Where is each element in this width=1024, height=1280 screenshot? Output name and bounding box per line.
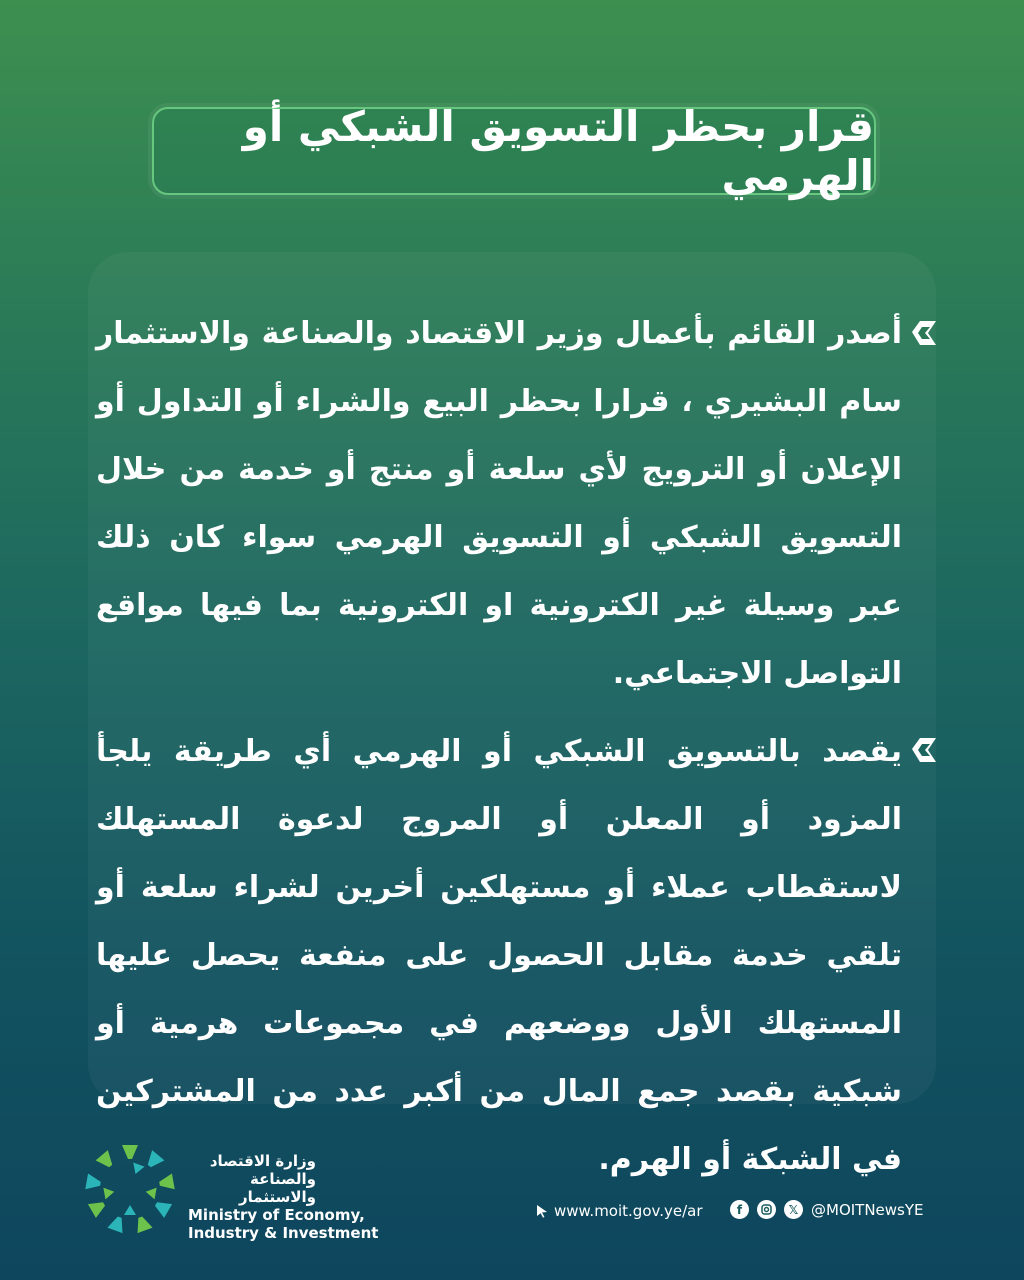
website-link[interactable] [536,1202,703,1220]
instagram-icon[interactable] [757,1200,776,1219]
ministry-name-ar-line2: والصناعة والاستثمار [239,1170,316,1206]
social-links [730,1200,924,1219]
cursor-pointer-icon [536,1204,548,1218]
ministry-name-en-line1: Ministry of Economy, [188,1206,365,1224]
facebook-icon[interactable]: f [730,1200,749,1219]
paragraph-definition: يقصد بالتسويق الشبكي أو الهرمي أي طريقة يلجأ المزود أو المعلن أو المروج لدعوة المستهلك لاستقطاب عملاء أو مستهلكين أخرين لشراء سلعة أو تلقي خدمة مقابل الحصول على منفعة يحصل عليها المستهلك الأول ووضعهم في مجموعات هرمية أو شبكية بقصد جمع المال من أكبر عدد من المشتركين في الشبكة أو الهرم. [96,734,902,1177]
x-icon[interactable]: 𝕏 [784,1200,803,1219]
ministry-name [188,1152,388,1242]
paragraph-decision: أصدر القائم بأعمال وزير الاقتصاد والصناعة والاستثمار سام البشيري ، قرارا بحظر البيع والشراء أو التداول أو الإعلان أو الترويج لأي سلعة أو منتج أو خدمة من خلال التسويق الشبكي أو التسويق الهرمي سواء كان ذلك عبر وسيلة غير الكترونية او الكترونية بما فيها مواقع التواصل الاجتماعي. [96,316,902,691]
ministry-name-en-line2: Industry & Investment [188,1224,379,1242]
title-box [152,102,876,200]
social-handle[interactable]: @MOITNewsYE [811,1200,924,1219]
ministry-name-ar-line1: وزارة الاقتصاد [209,1152,316,1170]
bullet-arrow-icon [908,318,938,348]
page-title: قرار بحظر التسويق الشبكي أو الهرمي [242,102,874,200]
ministry-logo-icon [84,1143,176,1235]
bullet-arrow-icon [908,735,938,765]
website-url[interactable]: www.moit.gov.ye/ar [554,1202,703,1220]
